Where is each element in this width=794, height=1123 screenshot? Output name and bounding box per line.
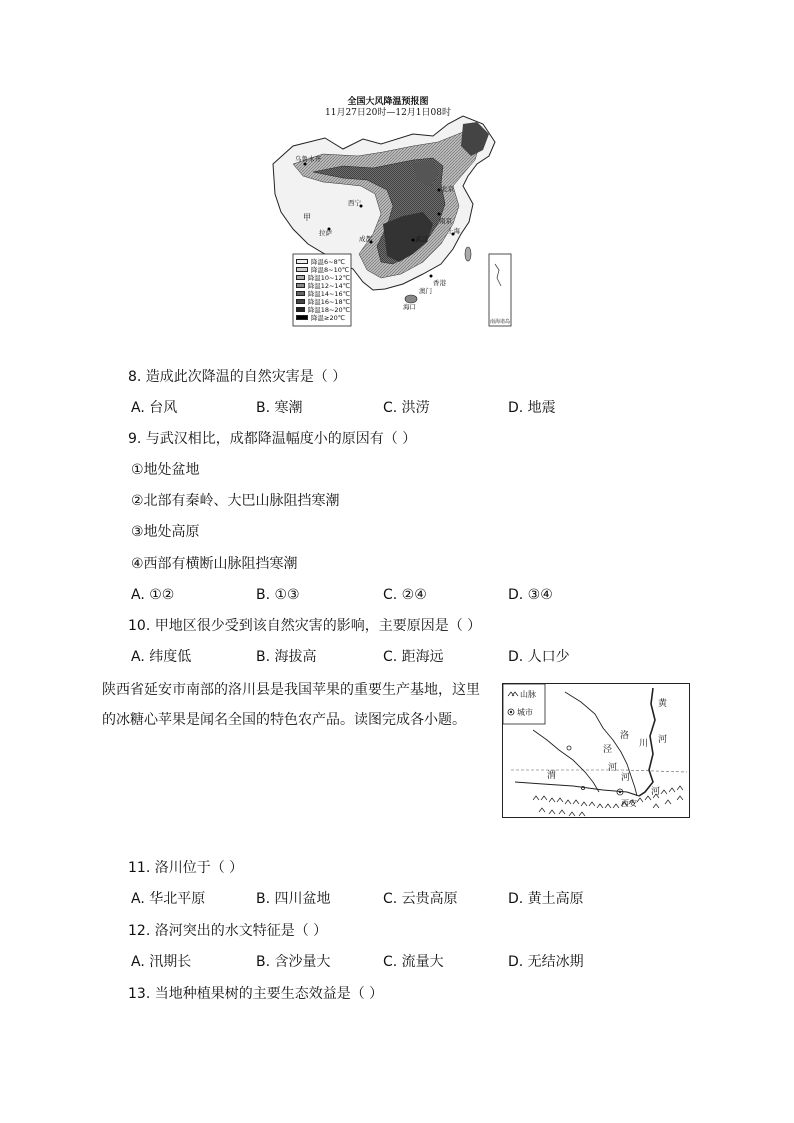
q12-option-d[interactable]: D. 无结冰期 — [508, 954, 584, 970]
q8-option-b[interactable]: B. 寒潮 — [256, 400, 303, 416]
q9-option-a[interactable]: A. ①② — [131, 587, 175, 603]
label-jinghe-he: 河 — [608, 763, 618, 773]
map-legend — [296, 257, 350, 321]
passage-line-2: 的冰糖心苹果是闻名全国的特色农产品。读图完成各小题。 — [102, 712, 466, 728]
q11-option-b[interactable]: B. 四川盆地 — [256, 891, 331, 907]
question-10: 10. 甲地区很少受到该自然灾害的影响，主要原因是（ ） — [128, 618, 482, 634]
label-luohe-he: 河 — [621, 773, 631, 783]
q9-item-1: ①地处盆地 — [131, 462, 200, 478]
q12-option-c[interactable]: C. 流量大 — [383, 954, 444, 970]
label-hongkong: 香港 — [433, 279, 446, 287]
label-urumqi: 乌鲁木齐 — [295, 155, 321, 163]
label-huanghe-he: 河 — [658, 735, 668, 745]
legend-item: 降温16~18℃ — [296, 297, 350, 305]
q10-option-a[interactable]: A. 纬度低 — [131, 649, 192, 665]
map-subtitle: 11月27日20时—12月1日08时 — [325, 108, 451, 118]
q9-item-4: ④西部有横断山脉阻挡寒潮 — [131, 556, 298, 572]
label-chuan: 川 — [639, 739, 649, 749]
q11-option-c[interactable]: C. 云贵高原 — [383, 891, 458, 907]
legend-city-label: 城市 — [517, 708, 533, 717]
legend-item: 降温10~12℃ — [296, 273, 350, 281]
inset-label: 南海诸岛 — [490, 319, 511, 325]
q9-option-c[interactable]: C. ②④ — [383, 587, 427, 603]
q10-option-d[interactable]: D. 人口少 — [508, 649, 570, 665]
question-9: 9. 与武汉相比，成都降温幅度小的原因有（ ） — [128, 431, 417, 447]
label-haikou: 海口 — [403, 303, 416, 311]
q10-option-c[interactable]: C. 距海远 — [383, 649, 444, 665]
q9-option-d[interactable]: D. ③④ — [508, 587, 553, 603]
q10-option-b[interactable]: B. 海拔高 — [256, 649, 317, 665]
china-cold-wave-map — [263, 94, 513, 330]
legend-item: 降温≥20℃ — [296, 313, 350, 321]
label-weihe-he: 河 — [651, 787, 661, 797]
legend-item: 降温8~10℃ — [296, 265, 350, 273]
label-macau: 澳门 — [419, 287, 432, 295]
label-wei: 渭 — [547, 771, 557, 781]
q9-option-b[interactable]: B. ①③ — [256, 587, 300, 603]
label-xian: 西安 — [621, 799, 637, 808]
q9-item-3: ③地处高原 — [131, 524, 200, 540]
legend-item: 降温6~8℃ — [296, 257, 350, 265]
label-wuhan: 武汉 — [415, 235, 428, 243]
question-8: 8. 造成此次降温的自然灾害是（ ） — [128, 369, 347, 385]
label-luo: 洛 — [620, 731, 630, 741]
question-13: 13. 当地种植果树的主要生态效益是（ ） — [128, 986, 384, 1002]
label-shanghai: 上海 — [447, 227, 460, 235]
q11-option-a[interactable]: A. 华北平原 — [131, 891, 206, 907]
q8-option-a[interactable]: A. 台风 — [131, 400, 178, 416]
passage-line-1: 陕西省延安市南部的洛川县是我国苹果的重要生产基地，这里 — [102, 682, 480, 698]
q8-option-c[interactable]: C. 洪涝 — [383, 400, 430, 416]
q12-option-b[interactable]: B. 含沙量大 — [256, 954, 331, 970]
legend-item: 降温18~20℃ — [296, 305, 350, 313]
q8-option-d[interactable]: D. 地震 — [508, 400, 556, 416]
label-jia: 甲 — [303, 213, 311, 222]
luochuan-map — [502, 683, 690, 818]
question-12: 12. 洛河突出的水文特征是（ ） — [128, 923, 328, 939]
label-huang: 黄 — [658, 699, 668, 709]
label-nanjing: 南京 — [439, 217, 452, 225]
label-beijing: 北京 — [441, 185, 454, 193]
label-lhasa: 拉萨 — [319, 229, 332, 237]
q9-item-2: ②北部有秦岭、大巴山脉阻挡寒潮 — [131, 493, 340, 509]
label-chengdu: 成都 — [359, 235, 372, 243]
legend-mountain-label: 山脉 — [520, 690, 536, 699]
q11-option-d[interactable]: D. 黄土高原 — [508, 891, 584, 907]
label-xining: 西宁 — [348, 199, 361, 207]
legend-item: 降温14~16℃ — [296, 289, 350, 297]
legend-item: 降温12~14℃ — [296, 281, 350, 289]
map-title: 全国大风降温预报图 — [347, 97, 429, 107]
q12-option-a[interactable]: A. 汛期长 — [131, 954, 192, 970]
question-11: 11. 洛川位于（ ） — [128, 860, 244, 876]
label-jing: 泾 — [603, 745, 613, 755]
